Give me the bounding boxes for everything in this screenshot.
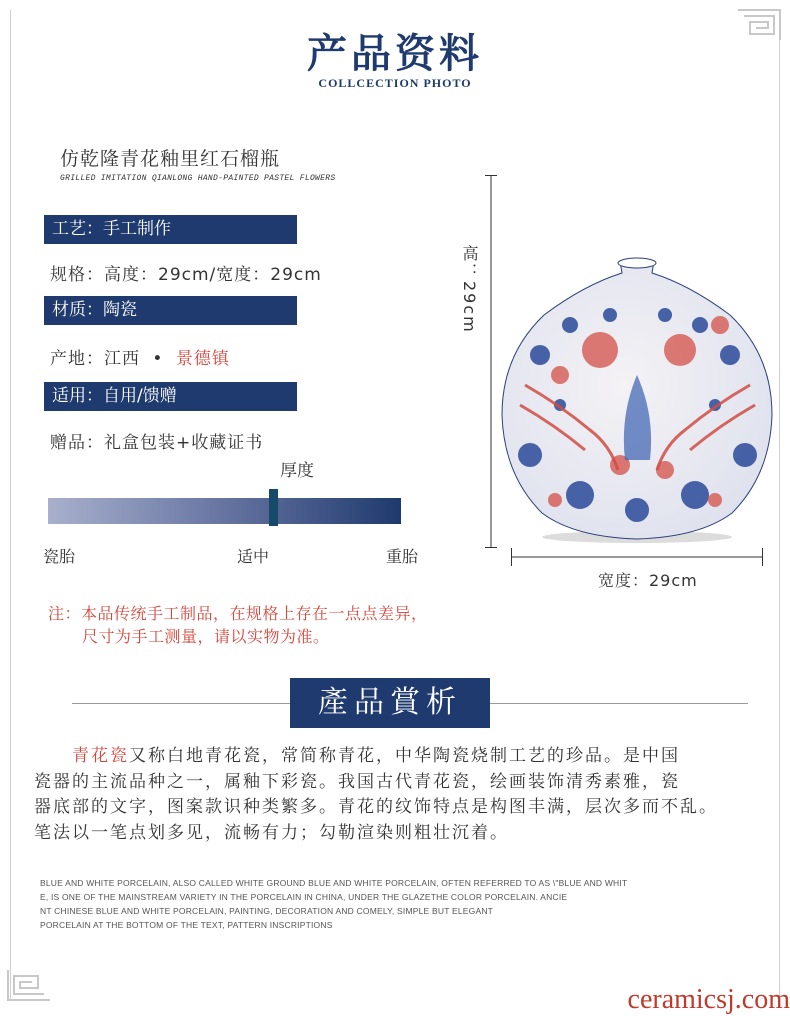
thickness-marker: [269, 489, 278, 526]
spec-origin-bullet: •: [152, 349, 164, 369]
height-label-text: 高：29cm: [460, 245, 479, 334]
width-dimension-line-icon: [511, 544, 763, 566]
vase-image: [500, 255, 775, 545]
thickness-label-thin: 瓷胎: [43, 547, 76, 566]
spec-origin: [50, 344, 230, 369]
thickness-title: 厚度: [280, 461, 314, 481]
note-line-2: 尺寸为手工测量，请以实物为准。: [82, 627, 330, 646]
analysis-line-1: [34, 744, 754, 770]
analysis-line-2: 瓷器的主流品种之一，属釉下彩瓷。我国古代青花瓷，绘画装饰清秀素雅，瓷: [34, 771, 680, 792]
spec-size: 规格：高度：29cm/宽度：29cm: [50, 265, 322, 285]
analysis-en-line: BLUE AND WHITE PORCELAIN, ALSO CALLED WHITE GROUND BLUE AND WHITE PORCELAIN, OFTEN REFERRED TO AS \"BLUE AND WHIT: [40, 878, 628, 888]
analysis-en-line: E, IS ONE OF THE MAINSTREAM VARIETY IN THE PORCELAIN IN CHINA, UNDER THE GLAZETHE COLOR PORCELAIN. ANCIE: [40, 892, 568, 902]
frame-right-line: [779, 40, 780, 1000]
spec-material-bar: 材质：陶瓷: [44, 296, 297, 325]
spec-gift: 赠品：礼盒包装+收藏证书: [50, 433, 264, 453]
height-label: [458, 245, 482, 334]
frame-left-line: [10, 10, 11, 1000]
thickness-gradient-bar: [48, 498, 401, 524]
note-line-1: 注：本品传统手工制品，在规格上存在一点点差异，: [48, 604, 428, 623]
analysis-en-line: PORCELAIN AT THE BOTTOM OF THE TEXT, PATTERN INSCRIPTIONS: [40, 920, 333, 930]
height-dimension-line-icon: [485, 175, 497, 548]
product-name: 仿乾隆青花釉里红石榴瓶: [60, 148, 281, 170]
analysis-section-title: 產品賞析: [290, 678, 490, 728]
width-label: 宽度：29cm: [598, 571, 698, 590]
analysis-english: [40, 876, 690, 932]
product-name-en: GRILLED IMITATION QIANLONG HAND-PAINTED PASTEL FLOWERS: [60, 174, 336, 183]
analysis-highlight: 青花瓷: [72, 746, 129, 766]
thickness-label-heavy: 重胎: [386, 547, 419, 566]
section-divider-left: [72, 703, 290, 704]
corner-ornament-bottom-left-icon: [6, 968, 52, 1002]
analysis-paragraph: [34, 744, 754, 846]
spec-origin-label: 产地：江西: [50, 349, 140, 369]
thickness-label-medium: 适中: [237, 547, 270, 566]
analysis-en-line: NT CHINESE BLUE AND WHITE PORCELAIN, PAINTING, DECORATION AND COMELY, SIMPLE BUT ELEGANT: [40, 906, 494, 916]
spec-origin-city: 景德镇: [175, 349, 230, 369]
analysis-line-4: 笔法以一笔点划多见，流畅有力；勾勒渲染则粗壮沉着。: [34, 822, 509, 843]
spec-craft-bar: 工艺：手工制作: [44, 215, 297, 244]
analysis-line-1-rest: 又称白地青花瓷，常简称青花，中华陶瓷烧制工艺的珍品。是中国: [129, 746, 680, 766]
page-subtitle: COLLCECTION PHOTO: [318, 76, 472, 90]
analysis-line-3: 器底部的文字，图案款识种类繁多。青花的纹饰特点是构图丰满，层次多而不乱。: [34, 797, 718, 817]
spec-usage-bar: 适用：自用/馈赠: [44, 382, 297, 411]
watermark: ceramicsj.com: [627, 984, 790, 1015]
page-title: 产品资料: [307, 30, 483, 77]
section-divider-right: [490, 703, 748, 704]
